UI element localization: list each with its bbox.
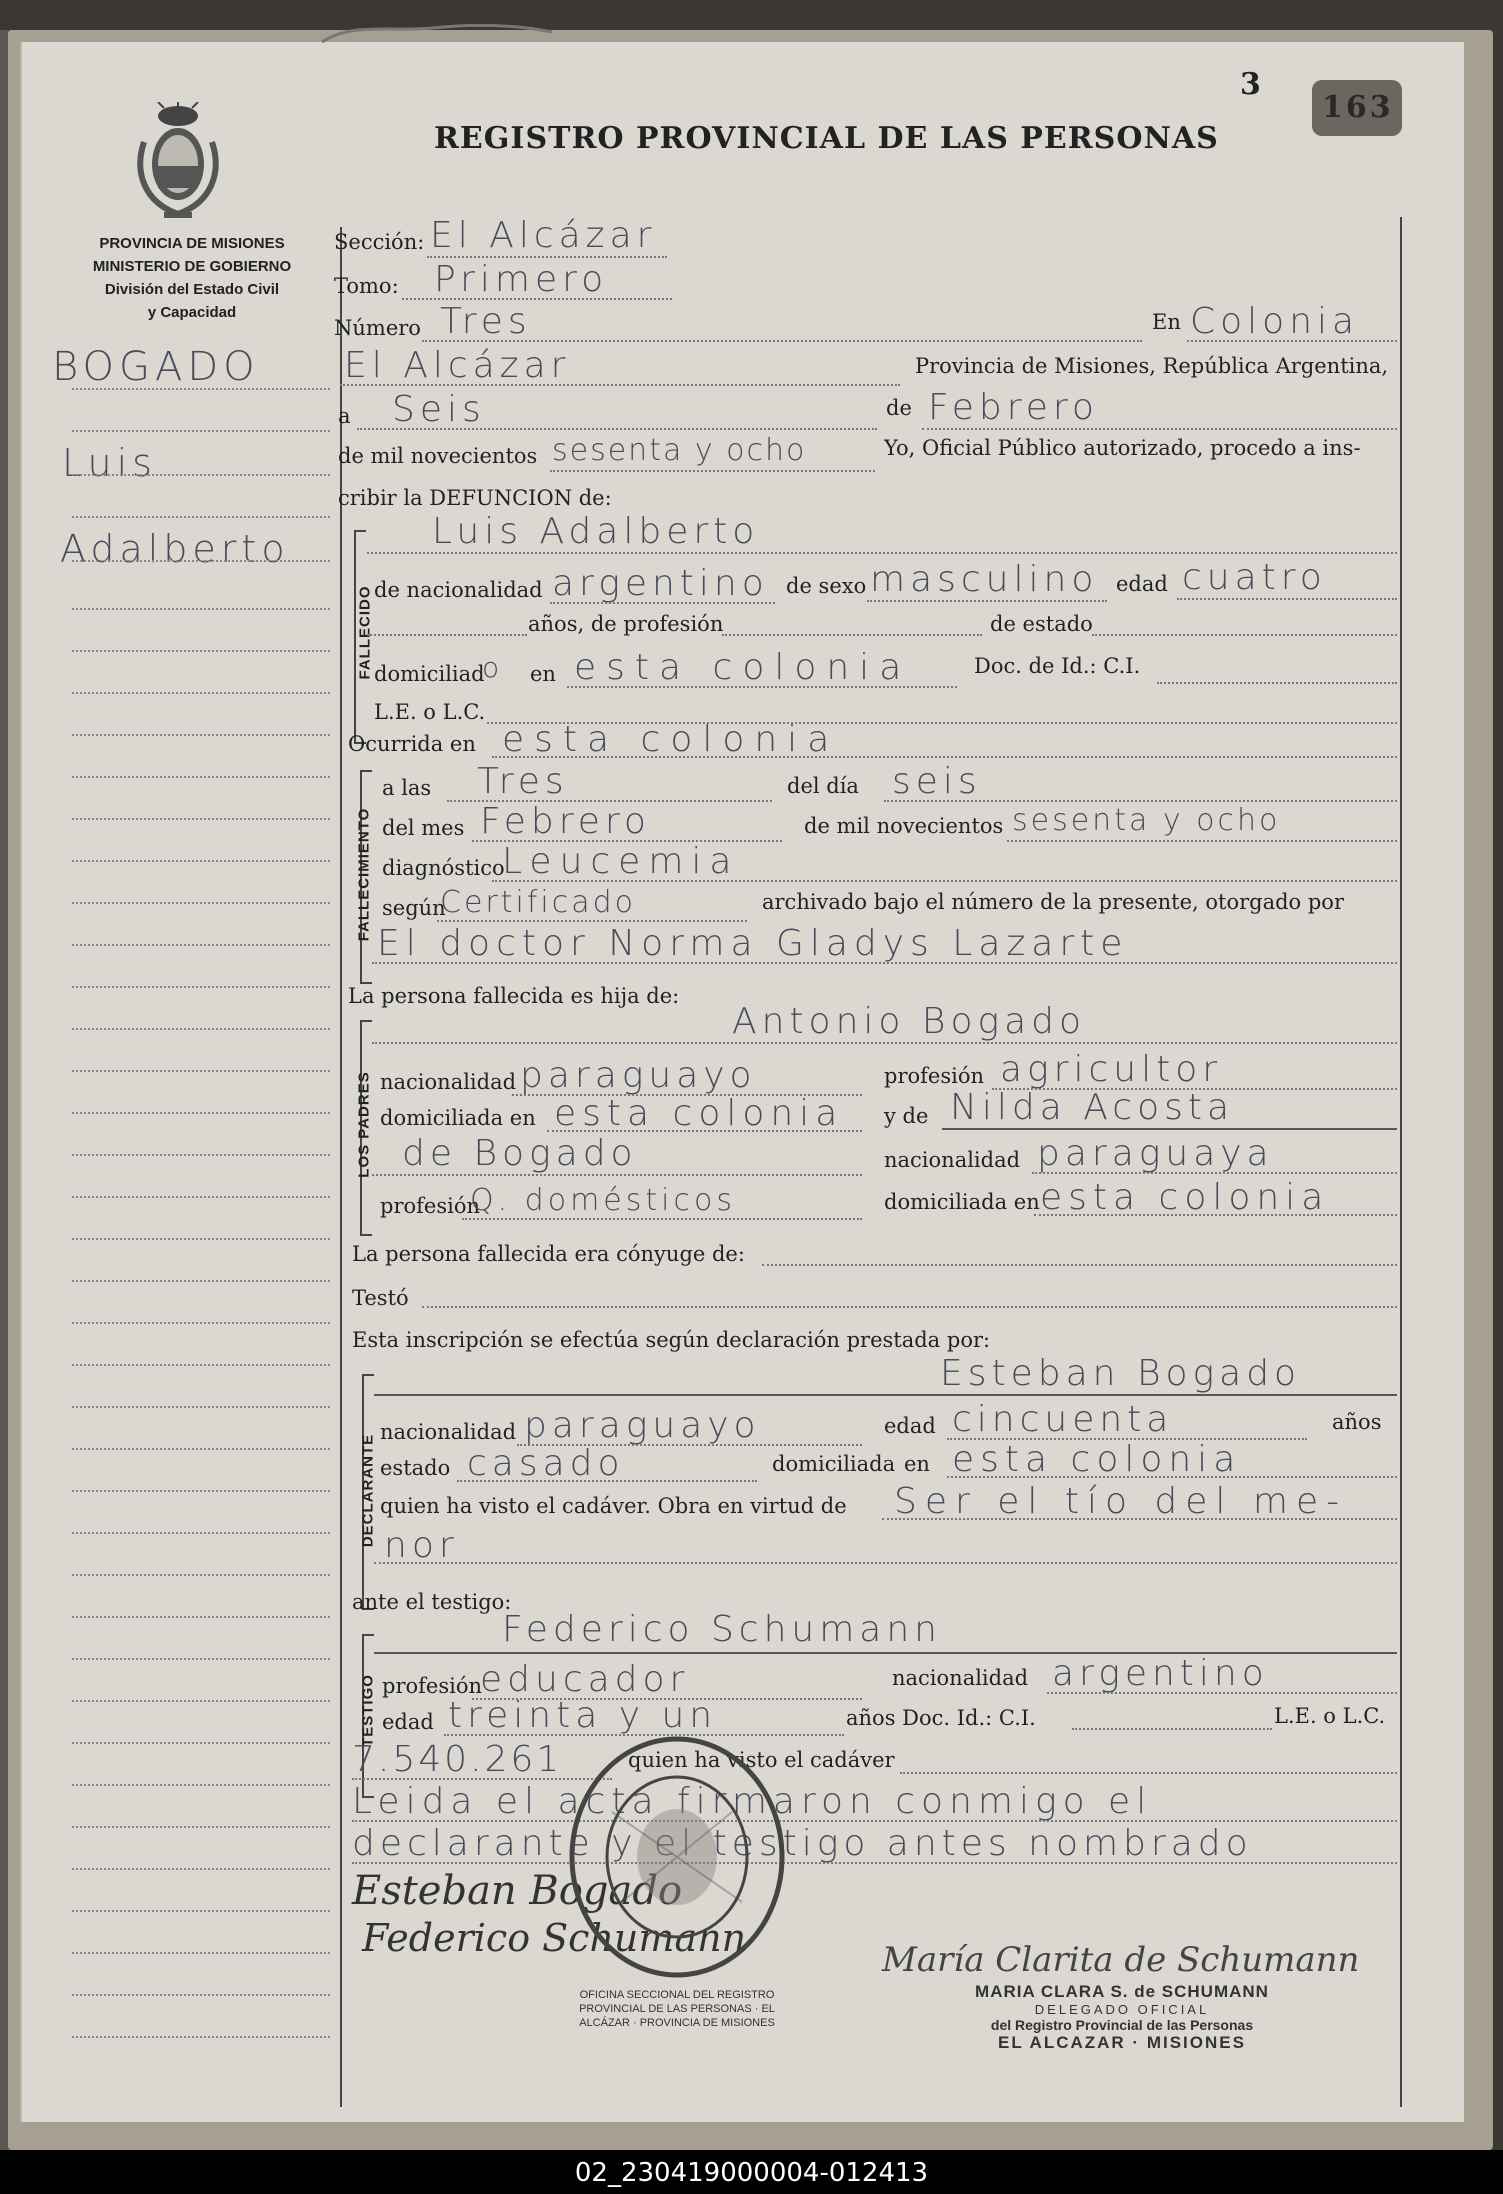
label-anos-profesion: años, de profesión [528, 612, 724, 636]
entry-obra: Ser el tío del me- [894, 1481, 1348, 1522]
coat-of-arms-icon [134, 102, 222, 222]
label-en-declarante: en [904, 1452, 930, 1476]
label-quien-visto: quien ha visto el cadáver. Obra en virtud de [380, 1494, 847, 1518]
label-esta-inscripcion: Esta inscripción se efectúa según declaración prestada por: [352, 1328, 991, 1352]
caption-bar [0, 2150, 1503, 2194]
entry-segun: Certificado [440, 885, 637, 920]
label-edad-declarante: edad [884, 1414, 936, 1438]
folio-stamp [1312, 80, 1402, 136]
entry-diagnostico: Leucemia [502, 841, 740, 882]
caption-text: 02_230419000004-012413 [574, 2158, 929, 2188]
side-label-padres: LOS PADRES [355, 1071, 373, 1178]
label-profesion-padre: profesión [884, 1064, 984, 1088]
entry-seccion: El Alcázar [430, 215, 657, 256]
entry-en: Colonia [1190, 301, 1360, 342]
label-quien-visto-2: quien ha visto el cadáver [628, 1748, 895, 1772]
side-label-fallecido: FALLECIDO [356, 585, 374, 680]
org-line: y Capacidad [147, 304, 237, 321]
label-edad-testigo: edad [382, 1710, 434, 1734]
entry-decl-edad: cincuenta [952, 1399, 1174, 1440]
label-doc-id: Doc. de Id.: C.I. [974, 654, 1141, 678]
entry-obra-2: nor [384, 1525, 459, 1566]
stamp-line: MARIA CLARA S. de SCHUMANN [975, 1982, 1269, 2001]
entry-leida-1: Leida el acta firmaron conmigo el [352, 1781, 1153, 1822]
label-y-de: y de [884, 1104, 929, 1128]
label-de-mil-nov: de mil novecientos [804, 814, 1004, 838]
page-title: REGISTRO PROVINCIAL DE LAS PERSONAS [434, 121, 1219, 156]
label-estado: estado [380, 1456, 451, 1480]
entry-dia: Seis [392, 389, 486, 430]
label-a: a [338, 404, 351, 428]
signature-testigo: Federico Schumann [362, 1916, 747, 1960]
entry-anio: sesenta y ocho [552, 433, 807, 468]
stamp-line: EL ALCAZAR · MISIONES [998, 2033, 1246, 2052]
label-nacionalidad-madre: nacionalidad [884, 1148, 1021, 1172]
entry-declarante: Esteban Bogado [940, 1353, 1302, 1394]
entry-testigo: Federico Schumann [502, 1609, 942, 1650]
entry-dia-fallec: seis [892, 761, 982, 802]
label-le-lc-testigo: L.E. o L.C. [1274, 1704, 1386, 1728]
seal-text: OFICINA SECCIONAL DEL REGISTRO PROVINCIAL DE LAS PERSONAS · EL ALCÁZAR · PROVINCIA DE MISIONES [579, 1989, 775, 2029]
entry-madre-nac: paraguaya [1037, 1133, 1274, 1174]
signature-declarante: Esteban Bogado [352, 1868, 683, 1914]
label-de-estado: de estado [990, 612, 1093, 636]
label-nacionalidad-padre: nacionalidad [380, 1070, 517, 1094]
entry-lugar: El Alcázar [344, 345, 571, 386]
margin-given-name-2: Adalberto [60, 527, 290, 571]
entry-domicilio-suffix: o [482, 651, 505, 684]
label-provincia: Provincia de Misiones, República Argentina, [915, 354, 1389, 378]
label-ocurrida: Ocurrida en [348, 732, 476, 756]
label-de-mil: de mil novecientos [338, 444, 538, 468]
entry-sexo: masculino [870, 559, 1099, 600]
org-line: MINISTERIO DE GOBIERNO [92, 258, 292, 275]
entry-numero: Tres [440, 301, 532, 342]
entry-decl-dom: esta colonia [952, 1439, 1242, 1480]
pencil-scribble-icon [312, 2, 572, 52]
label-yo-oficial: Yo, Oficial Público autorizado, procedo a ins- [884, 436, 1361, 460]
org-line: División del Estado Civil [104, 281, 280, 298]
label-nacionalidad-declarante: nacionalidad [380, 1420, 517, 1444]
margin-surname: BOGADO [52, 344, 260, 390]
label-a-las: a las [382, 776, 432, 800]
label-en-dom: en [530, 662, 556, 686]
stamp-line: DELEGADO OFICIAL [1034, 2002, 1210, 2017]
entry-madre-prof: Q. domésticos [470, 1183, 736, 1218]
label-domiciliada-en-madre: domiciliada en [884, 1190, 1040, 1214]
right-rule [1400, 217, 1402, 2107]
label-archivado: archivado bajo el número de la presente, otorgado por [762, 890, 1344, 914]
signature-oficial: María Clarita de Schumann [882, 1940, 1360, 1980]
label-domiciliada-en: domiciliada en [380, 1106, 536, 1130]
side-label-testigo: TESTIGO [359, 1674, 377, 1747]
entry-test-edad: treinta y un [448, 1695, 718, 1736]
label-edad-fallecido: edad [1116, 572, 1168, 596]
label-anos-doc: años Doc. Id.: C.I. [846, 1706, 1036, 1730]
entry-padre: Antonio Bogado [732, 1001, 1087, 1042]
label-le-lc: L.E. o L.C. [374, 700, 486, 724]
entry-madre-dom: esta colonia [1040, 1177, 1330, 1218]
label-seccion: Sección: [334, 230, 425, 254]
label-conyuge: La persona fallecida era cónyuge de: [352, 1242, 745, 1266]
label-del-mes: del mes [382, 816, 465, 840]
org-line: PROVINCIA DE MISIONES [99, 235, 285, 252]
document-page [20, 42, 1464, 2122]
entry-nombre: Luis Adalberto [432, 511, 760, 552]
label-tomo: Tomo: [334, 274, 399, 298]
entry-padre-nac: paraguayo [520, 1055, 757, 1096]
folio-stamp-number: 163 [1322, 90, 1394, 125]
official-stamp [902, 1982, 1342, 2053]
entry-padre-dom: esta colonia [554, 1093, 844, 1134]
label-profesion-madre: profesión [380, 1194, 480, 1218]
label-domiciliada: domiciliada [772, 1452, 896, 1476]
entry-mes: Febrero [928, 387, 1099, 428]
entry-madre-2: de Bogado [402, 1133, 638, 1174]
official-seal-icon [562, 1732, 792, 1982]
entry-ocurrida: esta colonia [502, 719, 840, 760]
label-nacionalidad-testigo: nacionalidad [892, 1666, 1029, 1690]
label-diagnostico: diagnóstico [382, 856, 505, 880]
label-de: de [886, 396, 912, 420]
entry-leida-2: declarante y el testigo antes nombrado [352, 1823, 1253, 1864]
label-numero: Número [334, 316, 421, 340]
entry-edad: cuatro [1182, 557, 1327, 598]
side-label-declarante: DECLARANTE [359, 1433, 377, 1548]
entry-decl-nac: paraguayo [524, 1405, 761, 1446]
label-domiciliad: domiciliad [374, 662, 485, 686]
entry-padre-prof: agricultor [1000, 1049, 1223, 1090]
entry-test-ci: 7.540.261 [352, 1739, 563, 1780]
entry-test-nac: argentino [1052, 1653, 1269, 1694]
label-nacionalidad-fallecido: de nacionalidad [374, 578, 543, 602]
stamp-line: del Registro Provincial de las Personas [990, 2017, 1254, 2033]
entry-anio-fallec: sesenta y ocho [1012, 803, 1281, 838]
label-anos: años [1332, 1410, 1382, 1434]
entry-domicilio: esta colonia [574, 647, 912, 688]
label-hija-de: La persona fallecida es hija de: [348, 984, 680, 1008]
label-profesion-testigo: profesión [382, 1674, 482, 1698]
page-number: 3 [1240, 67, 1261, 102]
entry-hora: Tres [477, 761, 569, 802]
entry-nacionalidad: argentino [552, 563, 769, 604]
entry-decl-estado: casado [467, 1443, 625, 1484]
label-testo: Testó [352, 1286, 409, 1310]
entry-mes-fallec: Febrero [480, 801, 651, 842]
margin-given-name-1: Luis [62, 441, 157, 485]
entry-doctor: El doctor Norma Gladys Lazarte [377, 923, 1129, 964]
label-segun: según [382, 896, 446, 920]
org-block [47, 232, 337, 324]
side-label-fallecimiento: FALLECIMIENTO [355, 807, 373, 942]
entry-test-prof: educador [480, 1659, 690, 1700]
label-del-dia: del día [787, 774, 859, 798]
entry-madre: Nilda Acosta [950, 1087, 1235, 1128]
label-cribir: cribir la DEFUNCION de: [338, 486, 612, 510]
label-sexo: de sexo [786, 574, 867, 598]
label-ante-testigo: ante el testigo: [352, 1590, 512, 1614]
entry-tomo: Primero [434, 259, 609, 300]
label-en: En [1152, 310, 1181, 334]
